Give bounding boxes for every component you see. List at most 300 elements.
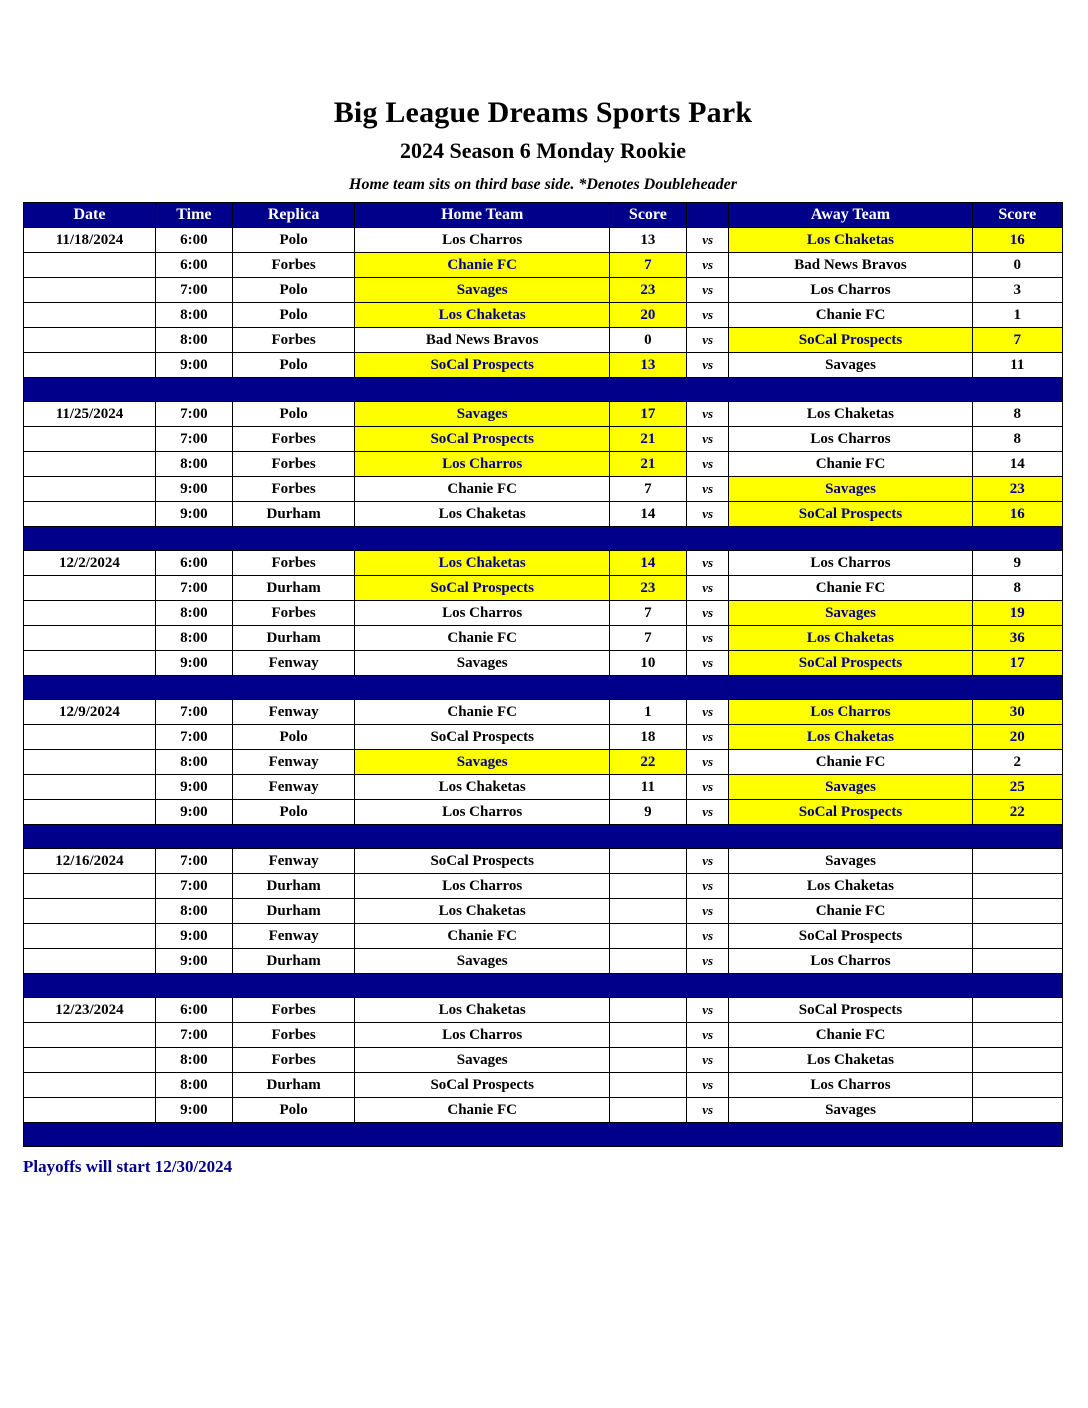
vs-label: vs — [686, 700, 729, 725]
home-score-cell: 21 — [609, 452, 686, 477]
home-team-cell: Los Charros — [355, 228, 610, 253]
date-cell — [24, 1023, 156, 1048]
header-home-score: Score — [609, 203, 686, 228]
group-separator-bar — [24, 676, 1063, 700]
replica-cell: Durham — [232, 874, 355, 899]
vs-label: vs — [686, 626, 729, 651]
home-team-cell: Chanie FC — [355, 700, 610, 725]
away-team-cell: Los Chaketas — [729, 626, 972, 651]
home-score-cell: 7 — [609, 626, 686, 651]
vs-label: vs — [686, 1023, 729, 1048]
vs-label: vs — [686, 253, 729, 278]
time-cell: 8:00 — [155, 303, 232, 328]
away-score-cell — [972, 899, 1062, 924]
away-team-cell: Los Charros — [729, 551, 972, 576]
away-team-cell: Los Charros — [729, 427, 972, 452]
away-score-cell: 8 — [972, 576, 1062, 601]
home-team-cell: SoCal Prospects — [355, 725, 610, 750]
home-score-cell: 10 — [609, 651, 686, 676]
home-score-cell: 18 — [609, 725, 686, 750]
home-score-cell — [609, 924, 686, 949]
away-score-cell: 16 — [972, 228, 1062, 253]
time-cell: 9:00 — [155, 775, 232, 800]
date-cell — [24, 949, 156, 974]
vs-label: vs — [686, 1048, 729, 1073]
away-team-cell: Savages — [729, 601, 972, 626]
home-team-cell: Savages — [355, 278, 610, 303]
playoffs-note: Playoffs will start 12/30/2024 — [23, 1157, 233, 1176]
game-row — [24, 1098, 1063, 1123]
away-score-cell — [972, 949, 1062, 974]
away-team-cell: Los Chaketas — [729, 874, 972, 899]
group-separator-cell — [24, 974, 1063, 998]
time-cell: 7:00 — [155, 725, 232, 750]
replica-cell: Durham — [232, 502, 355, 527]
replica-cell: Durham — [232, 899, 355, 924]
vs-label: vs — [686, 328, 729, 353]
away-team-cell: SoCal Prospects — [729, 998, 972, 1023]
away-score-cell: 1 — [972, 303, 1062, 328]
replica-cell: Fenway — [232, 849, 355, 874]
home-score-cell — [609, 1023, 686, 1048]
date-cell — [24, 924, 156, 949]
away-team-cell: SoCal Prospects — [729, 502, 972, 527]
away-team-cell: Los Chaketas — [729, 1048, 972, 1073]
time-cell: 7:00 — [155, 576, 232, 601]
time-cell: 7:00 — [155, 427, 232, 452]
vs-label: vs — [686, 1073, 729, 1098]
replica-cell: Fenway — [232, 651, 355, 676]
schedule-table — [23, 202, 1063, 1147]
away-score-cell: 36 — [972, 626, 1062, 651]
time-cell: 9:00 — [155, 1098, 232, 1123]
home-team-cell: Los Chaketas — [355, 551, 610, 576]
game-row — [24, 651, 1063, 676]
game-row — [24, 303, 1063, 328]
home-score-cell — [609, 1098, 686, 1123]
game-row — [24, 924, 1063, 949]
replica-cell: Forbes — [232, 1023, 355, 1048]
home-score-cell — [609, 1048, 686, 1073]
away-team-cell: SoCal Prospects — [729, 924, 972, 949]
away-score-cell: 17 — [972, 651, 1062, 676]
home-team-cell: Chanie FC — [355, 253, 610, 278]
header-away-team: Away Team — [729, 203, 972, 228]
date-cell: 12/2/2024 — [24, 551, 156, 576]
game-row — [24, 849, 1063, 874]
date-cell — [24, 626, 156, 651]
home-team-cell: Chanie FC — [355, 924, 610, 949]
home-score-cell: 21 — [609, 427, 686, 452]
header-home-team: Home Team — [355, 203, 610, 228]
away-score-cell: 19 — [972, 601, 1062, 626]
away-score-cell: 25 — [972, 775, 1062, 800]
home-team-cell: Chanie FC — [355, 1098, 610, 1123]
group-separator-cell — [24, 676, 1063, 700]
home-team-note: Home team sits on third base side. *Denotes Doubleheader — [349, 176, 737, 193]
date-cell — [24, 1048, 156, 1073]
group-separator-cell — [24, 1123, 1063, 1147]
home-score-cell: 14 — [609, 502, 686, 527]
time-cell: 9:00 — [155, 477, 232, 502]
header-replica: Replica — [232, 203, 355, 228]
home-team-cell: Los Charros — [355, 452, 610, 477]
time-cell: 9:00 — [155, 949, 232, 974]
away-score-cell: 16 — [972, 502, 1062, 527]
game-row — [24, 278, 1063, 303]
home-team-cell: Savages — [355, 651, 610, 676]
away-score-cell: 0 — [972, 253, 1062, 278]
game-row — [24, 328, 1063, 353]
home-score-cell: 14 — [609, 551, 686, 576]
replica-cell: Forbes — [232, 1048, 355, 1073]
date-cell — [24, 278, 156, 303]
group-separator-bar — [24, 527, 1063, 551]
time-cell: 7:00 — [155, 700, 232, 725]
date-cell — [24, 427, 156, 452]
replica-cell: Forbes — [232, 601, 355, 626]
group-separator-bar — [24, 1123, 1063, 1147]
time-cell: 8:00 — [155, 750, 232, 775]
replica-cell: Polo — [232, 1098, 355, 1123]
away-team-cell: Los Charros — [729, 949, 972, 974]
replica-cell: Durham — [232, 949, 355, 974]
replica-cell: Forbes — [232, 253, 355, 278]
away-score-cell: 8 — [972, 427, 1062, 452]
group-separator-cell — [24, 378, 1063, 402]
replica-cell: Polo — [232, 800, 355, 825]
away-score-cell: 20 — [972, 725, 1062, 750]
away-score-cell: 11 — [972, 353, 1062, 378]
time-cell: 8:00 — [155, 328, 232, 353]
time-cell: 8:00 — [155, 601, 232, 626]
game-row — [24, 402, 1063, 427]
home-team-cell: SoCal Prospects — [355, 427, 610, 452]
date-cell — [24, 725, 156, 750]
header-vs — [686, 203, 729, 228]
time-cell: 9:00 — [155, 924, 232, 949]
away-score-cell: 9 — [972, 551, 1062, 576]
header-date: Date — [24, 203, 156, 228]
home-team-cell: SoCal Prospects — [355, 576, 610, 601]
date-cell — [24, 1098, 156, 1123]
vs-label: vs — [686, 800, 729, 825]
away-team-cell: SoCal Prospects — [729, 651, 972, 676]
vs-label: vs — [686, 353, 729, 378]
away-score-cell — [972, 1023, 1062, 1048]
time-cell: 9:00 — [155, 651, 232, 676]
time-cell: 8:00 — [155, 1073, 232, 1098]
game-row — [24, 353, 1063, 378]
away-score-cell: 30 — [972, 700, 1062, 725]
game-row — [24, 427, 1063, 452]
date-cell — [24, 750, 156, 775]
time-cell: 6:00 — [155, 551, 232, 576]
date-cell — [24, 1073, 156, 1098]
game-row — [24, 874, 1063, 899]
home-team-cell: Los Charros — [355, 601, 610, 626]
date-cell — [24, 452, 156, 477]
game-row — [24, 626, 1063, 651]
away-team-cell: Chanie FC — [729, 303, 972, 328]
header-time: Time — [155, 203, 232, 228]
away-team-cell: Los Chaketas — [729, 228, 972, 253]
vs-label: vs — [686, 502, 729, 527]
time-cell: 8:00 — [155, 626, 232, 651]
away-score-cell: 3 — [972, 278, 1062, 303]
home-team-cell: Savages — [355, 402, 610, 427]
home-score-cell — [609, 1073, 686, 1098]
vs-label: vs — [686, 303, 729, 328]
date-cell — [24, 651, 156, 676]
date-cell: 12/9/2024 — [24, 700, 156, 725]
away-team-cell: Los Charros — [729, 1073, 972, 1098]
game-row — [24, 800, 1063, 825]
home-score-cell: 7 — [609, 253, 686, 278]
date-cell — [24, 800, 156, 825]
date-cell — [24, 601, 156, 626]
group-separator-bar — [24, 974, 1063, 998]
vs-label: vs — [686, 601, 729, 626]
home-score-cell: 1 — [609, 700, 686, 725]
away-team-cell: Bad News Bravos — [729, 253, 972, 278]
replica-cell: Forbes — [232, 998, 355, 1023]
home-team-cell: Savages — [355, 1048, 610, 1073]
time-cell: 7:00 — [155, 874, 232, 899]
home-score-cell: 17 — [609, 402, 686, 427]
away-team-cell: Los Charros — [729, 700, 972, 725]
time-cell: 7:00 — [155, 278, 232, 303]
replica-cell: Forbes — [232, 427, 355, 452]
home-score-cell — [609, 874, 686, 899]
date-cell — [24, 353, 156, 378]
away-team-cell: Los Charros — [729, 278, 972, 303]
vs-label: vs — [686, 551, 729, 576]
away-team-cell: Savages — [729, 775, 972, 800]
home-score-cell: 7 — [609, 601, 686, 626]
time-cell: 7:00 — [155, 402, 232, 427]
game-row — [24, 725, 1063, 750]
away-team-cell: Los Chaketas — [729, 725, 972, 750]
date-cell: 12/23/2024 — [24, 998, 156, 1023]
away-team-cell: SoCal Prospects — [729, 800, 972, 825]
time-cell: 8:00 — [155, 899, 232, 924]
away-score-cell: 8 — [972, 402, 1062, 427]
vs-label: vs — [686, 924, 729, 949]
vs-label: vs — [686, 750, 729, 775]
vs-label: vs — [686, 949, 729, 974]
replica-cell: Polo — [232, 278, 355, 303]
game-row — [24, 998, 1063, 1023]
vs-label: vs — [686, 1098, 729, 1123]
home-team-cell: Los Chaketas — [355, 303, 610, 328]
replica-cell: Fenway — [232, 700, 355, 725]
game-row — [24, 949, 1063, 974]
home-score-cell — [609, 998, 686, 1023]
away-score-cell — [972, 849, 1062, 874]
home-team-cell: Los Chaketas — [355, 775, 610, 800]
home-team-cell: SoCal Prospects — [355, 353, 610, 378]
page-title: Big League Dreams Sports Park — [333, 96, 753, 129]
date-cell — [24, 477, 156, 502]
game-row — [24, 576, 1063, 601]
game-row — [24, 502, 1063, 527]
home-team-cell: Los Chaketas — [355, 998, 610, 1023]
schedule-body — [24, 228, 1063, 1147]
time-cell: 8:00 — [155, 452, 232, 477]
replica-cell: Fenway — [232, 750, 355, 775]
vs-label: vs — [686, 228, 729, 253]
vs-label: vs — [686, 725, 729, 750]
vs-label: vs — [686, 998, 729, 1023]
page-subtitle: 2024 Season 6 Monday Rookie — [399, 138, 687, 163]
date-cell — [24, 874, 156, 899]
replica-cell: Polo — [232, 725, 355, 750]
time-cell: 6:00 — [155, 228, 232, 253]
time-cell: 9:00 — [155, 800, 232, 825]
home-score-cell — [609, 849, 686, 874]
home-team-cell: Los Chaketas — [355, 502, 610, 527]
home-team-cell: Chanie FC — [355, 626, 610, 651]
away-team-cell: Chanie FC — [729, 1023, 972, 1048]
date-cell — [24, 328, 156, 353]
replica-cell: Polo — [232, 402, 355, 427]
time-cell: 9:00 — [155, 502, 232, 527]
game-row — [24, 601, 1063, 626]
home-score-cell — [609, 899, 686, 924]
replica-cell: Forbes — [232, 452, 355, 477]
away-team-cell: SoCal Prospects — [729, 328, 972, 353]
time-cell: 7:00 — [155, 1023, 232, 1048]
group-separator-cell — [24, 825, 1063, 849]
away-team-cell: Chanie FC — [729, 452, 972, 477]
game-row — [24, 253, 1063, 278]
header-away-score: Score — [972, 203, 1062, 228]
date-cell: 11/18/2024 — [24, 228, 156, 253]
home-team-cell: Los Chaketas — [355, 899, 610, 924]
vs-label: vs — [686, 402, 729, 427]
vs-label: vs — [686, 775, 729, 800]
home-team-cell: Bad News Bravos — [355, 328, 610, 353]
home-score-cell: 7 — [609, 477, 686, 502]
home-score-cell: 0 — [609, 328, 686, 353]
replica-cell: Forbes — [232, 551, 355, 576]
vs-label: vs — [686, 651, 729, 676]
home-score-cell: 20 — [609, 303, 686, 328]
away-team-cell: Savages — [729, 353, 972, 378]
replica-cell: Forbes — [232, 477, 355, 502]
time-cell: 7:00 — [155, 849, 232, 874]
group-separator-bar — [24, 825, 1063, 849]
home-score-cell: 9 — [609, 800, 686, 825]
date-cell — [24, 899, 156, 924]
game-row — [24, 750, 1063, 775]
away-score-cell — [972, 998, 1062, 1023]
game-row — [24, 1023, 1063, 1048]
away-team-cell: Savages — [729, 477, 972, 502]
replica-cell: Durham — [232, 1073, 355, 1098]
vs-label: vs — [686, 477, 729, 502]
away-score-cell — [972, 924, 1062, 949]
vs-label: vs — [686, 278, 729, 303]
home-team-cell: Chanie FC — [355, 477, 610, 502]
away-score-cell: 7 — [972, 328, 1062, 353]
away-score-cell — [972, 874, 1062, 899]
replica-cell: Fenway — [232, 775, 355, 800]
away-team-cell: Chanie FC — [729, 576, 972, 601]
date-cell — [24, 576, 156, 601]
game-row — [24, 1048, 1063, 1073]
date-cell — [24, 303, 156, 328]
replica-cell: Polo — [232, 228, 355, 253]
time-cell: 6:00 — [155, 998, 232, 1023]
vs-label: vs — [686, 874, 729, 899]
home-score-cell: 11 — [609, 775, 686, 800]
table-header-row — [24, 203, 1063, 228]
away-score-cell — [972, 1073, 1062, 1098]
time-cell: 9:00 — [155, 353, 232, 378]
away-score-cell — [972, 1048, 1062, 1073]
vs-label: vs — [686, 849, 729, 874]
home-team-cell: Los Charros — [355, 874, 610, 899]
replica-cell: Durham — [232, 576, 355, 601]
away-score-cell: 22 — [972, 800, 1062, 825]
home-score-cell: 23 — [609, 576, 686, 601]
replica-cell: Polo — [232, 303, 355, 328]
game-row — [24, 477, 1063, 502]
home-team-cell: SoCal Prospects — [355, 1073, 610, 1098]
away-score-cell: 23 — [972, 477, 1062, 502]
home-team-cell: Los Charros — [355, 1023, 610, 1048]
home-team-cell: Savages — [355, 750, 610, 775]
date-cell: 12/16/2024 — [24, 849, 156, 874]
vs-label: vs — [686, 427, 729, 452]
date-cell — [24, 502, 156, 527]
time-cell: 6:00 — [155, 253, 232, 278]
home-score-cell: 13 — [609, 353, 686, 378]
page-header — [23, 96, 1063, 194]
away-score-cell: 14 — [972, 452, 1062, 477]
home-score-cell: 23 — [609, 278, 686, 303]
home-score-cell: 13 — [609, 228, 686, 253]
game-row — [24, 700, 1063, 725]
home-team-cell: Los Charros — [355, 800, 610, 825]
away-team-cell: Chanie FC — [729, 750, 972, 775]
game-row — [24, 899, 1063, 924]
game-row — [24, 775, 1063, 800]
away-score-cell: 2 — [972, 750, 1062, 775]
time-cell: 8:00 — [155, 1048, 232, 1073]
replica-cell: Durham — [232, 626, 355, 651]
game-row — [24, 551, 1063, 576]
date-cell — [24, 775, 156, 800]
date-cell: 11/25/2024 — [24, 402, 156, 427]
home-score-cell: 22 — [609, 750, 686, 775]
home-score-cell — [609, 949, 686, 974]
game-row — [24, 228, 1063, 253]
game-row — [24, 1073, 1063, 1098]
away-team-cell: Los Chaketas — [729, 402, 972, 427]
vs-label: vs — [686, 576, 729, 601]
group-separator-cell — [24, 527, 1063, 551]
replica-cell: Polo — [232, 353, 355, 378]
vs-label: vs — [686, 899, 729, 924]
date-cell — [24, 253, 156, 278]
home-team-cell: SoCal Prospects — [355, 849, 610, 874]
game-row — [24, 452, 1063, 477]
replica-cell: Fenway — [232, 924, 355, 949]
group-separator-bar — [24, 378, 1063, 402]
